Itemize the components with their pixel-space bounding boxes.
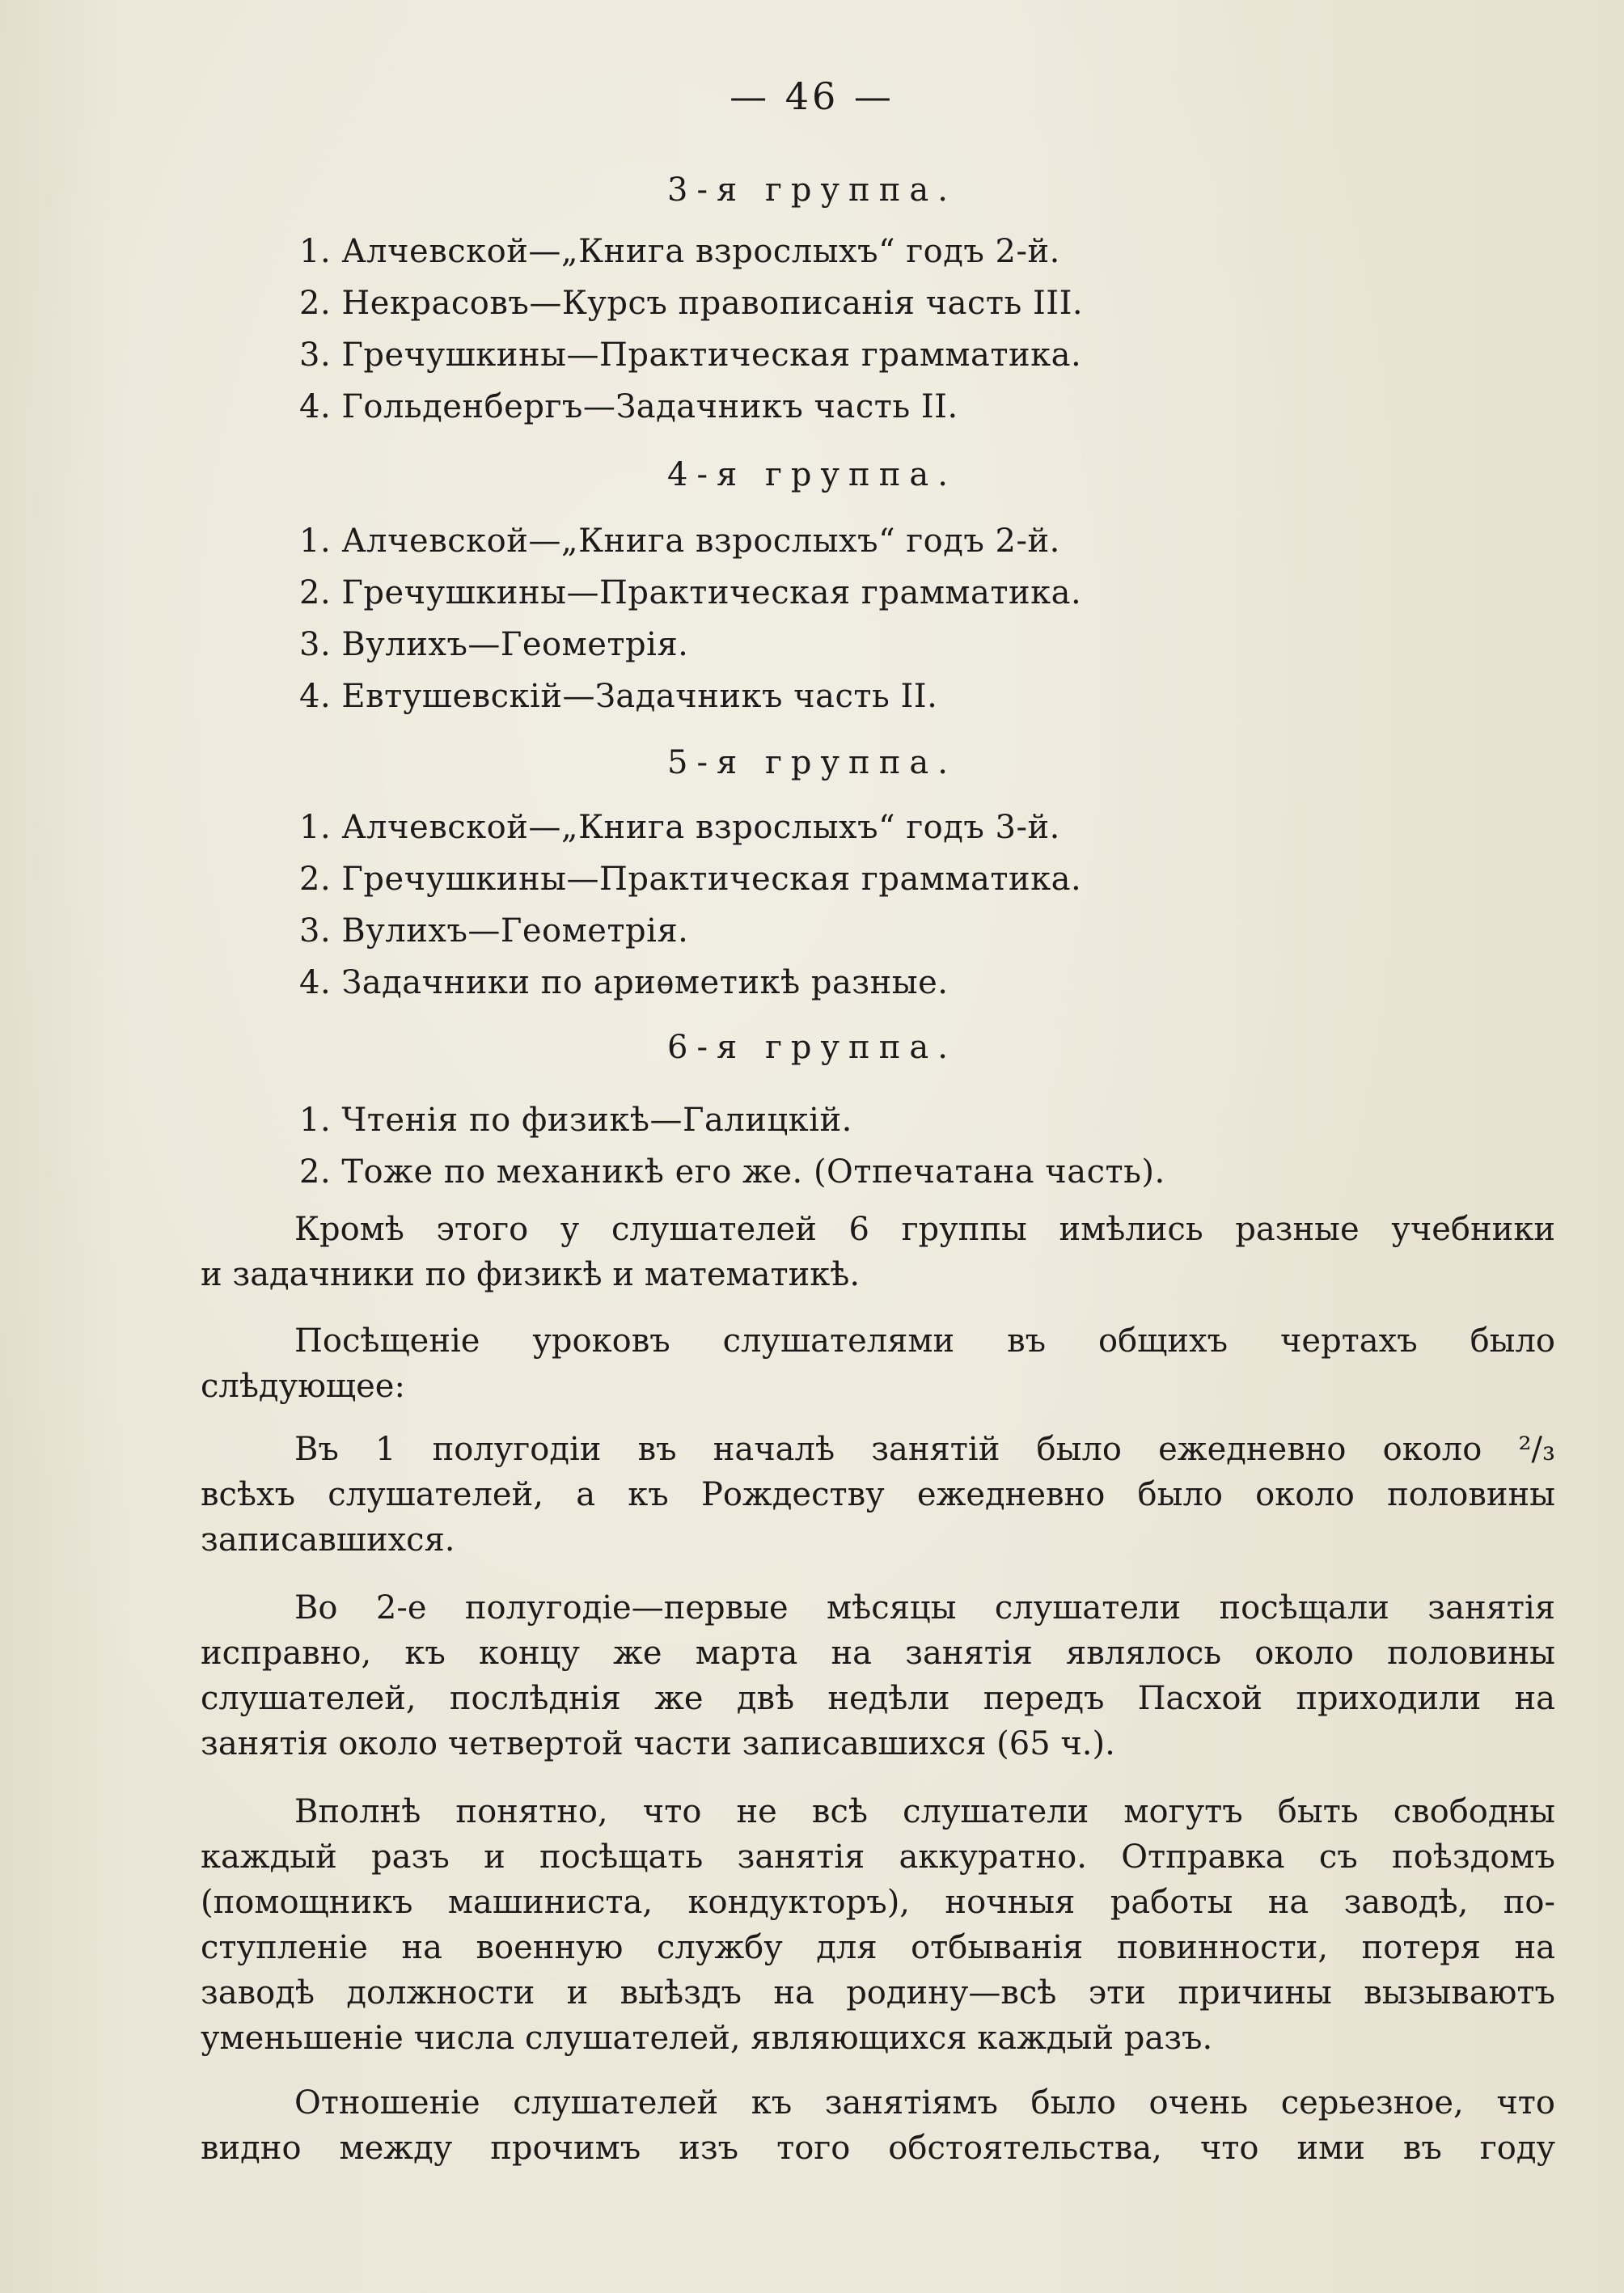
list-item: 1. Алчевской—„Книга взрослыхъ“ годъ 2-й. xyxy=(299,522,1060,560)
text-line: каждый разъ и посѣщать занятія аккуратно. Отправка съ поѣздомъ xyxy=(201,1838,1555,1876)
list-item: 3. Вулихъ—Геометрія. xyxy=(299,626,689,663)
list-item: 2. Гречушкины—Практическая грамматика. xyxy=(299,574,1082,611)
text-line: слушателей, послѣднія же двѣ недѣли передъ Пасхой приходили на xyxy=(201,1680,1555,1717)
text-line: исправно, къ концу же марта на занятія являлось около половины xyxy=(201,1635,1555,1672)
text-line: слѣдующее: xyxy=(201,1368,405,1405)
paragraph xyxy=(201,1585,1555,1766)
list-item: 3. Вулихъ—Геометрія. xyxy=(299,912,689,950)
paragraph xyxy=(201,1207,1555,1297)
text-line: занятія около четвертой части записавшихся (65 ч.). xyxy=(201,1725,1115,1762)
text-line: всѣхъ слушателей, а къ Рождеству ежедневно было около половины xyxy=(201,1476,1555,1513)
text-line: Вполнѣ понятно, что не всѣ слушатели могутъ быть свободны xyxy=(294,1793,1555,1830)
list-item: 2. Гречушкины—Практическая грамматика. xyxy=(299,861,1082,898)
paragraph xyxy=(201,1318,1555,1409)
text-line: Въ 1 полугодіи въ началѣ занятій было ежедневно около ²/₃ xyxy=(294,1431,1555,1468)
list-item: 1. Алчевской—„Книга взрослыхъ“ годъ 3-й. xyxy=(299,809,1060,846)
text-line: Отношеніе слушателей къ занятіямъ было очень серьезное, что xyxy=(294,2084,1555,2122)
list-item: 4. Задачники по ариѳметикѣ разные. xyxy=(299,964,949,1001)
text-line: Кромѣ этого у слушателей 6 группы имѣлись разные учебники xyxy=(294,1211,1555,1248)
paragraph xyxy=(201,2080,1555,2171)
group-4-heading: 4-я группа. xyxy=(667,456,957,493)
list-item: 2. Тоже по механикѣ его же. (Отпечатана часть). xyxy=(299,1153,1165,1191)
text-line: Во 2-е полугодіе—первые мѣсяцы слушатели посѣщали занятія xyxy=(294,1589,1555,1627)
list-item: 4. Гольденбергъ—Задачникъ часть II. xyxy=(299,388,958,425)
text-line: заводѣ должности и выѣздъ на родину—всѣ эти причины вызываютъ xyxy=(201,1974,1555,2012)
text-line: и задачники по физикѣ и математикѣ. xyxy=(201,1256,861,1293)
paragraph xyxy=(201,1427,1555,1563)
text-line: ступленіе на военную службу для отбыванія повинности, потеря на xyxy=(201,1929,1555,1966)
paragraph xyxy=(201,1789,1555,2061)
list-item: 1. Алчевской—„Книга взрослыхъ“ годъ 2-й. xyxy=(299,233,1060,270)
list-item: 1. Чтенія по физикѣ—Галицкій. xyxy=(299,1102,852,1139)
list-item: 4. Евтушевскій—Задачникъ часть II. xyxy=(299,678,938,715)
list-item: 2. Некрасовъ—Курсъ правописанія часть III. xyxy=(299,285,1084,322)
text-line: (помощникъ машиниста, кондукторъ), ночныя работы на заводѣ, по- xyxy=(201,1884,1555,1921)
text-line: Посѣщеніе уроковъ слушателями въ общихъ чертахъ было xyxy=(294,1322,1555,1360)
text-line: видно между прочимъ изъ того обстоятельства, что ими въ году xyxy=(201,2130,1555,2167)
text-line: записавшихся. xyxy=(201,1521,455,1559)
group-5-heading: 5-я группа. xyxy=(667,744,957,781)
text-line: уменьшеніе числа слушателей, являющихся каждый разъ. xyxy=(201,2020,1213,2057)
list-item: 3. Гречушкины—Практическая грамматика. xyxy=(299,336,1082,374)
group-3-heading: 3-я группа. xyxy=(667,171,957,209)
group-6-heading: 6-я группа. xyxy=(667,1029,957,1066)
page-number: — 46 — xyxy=(730,74,894,118)
